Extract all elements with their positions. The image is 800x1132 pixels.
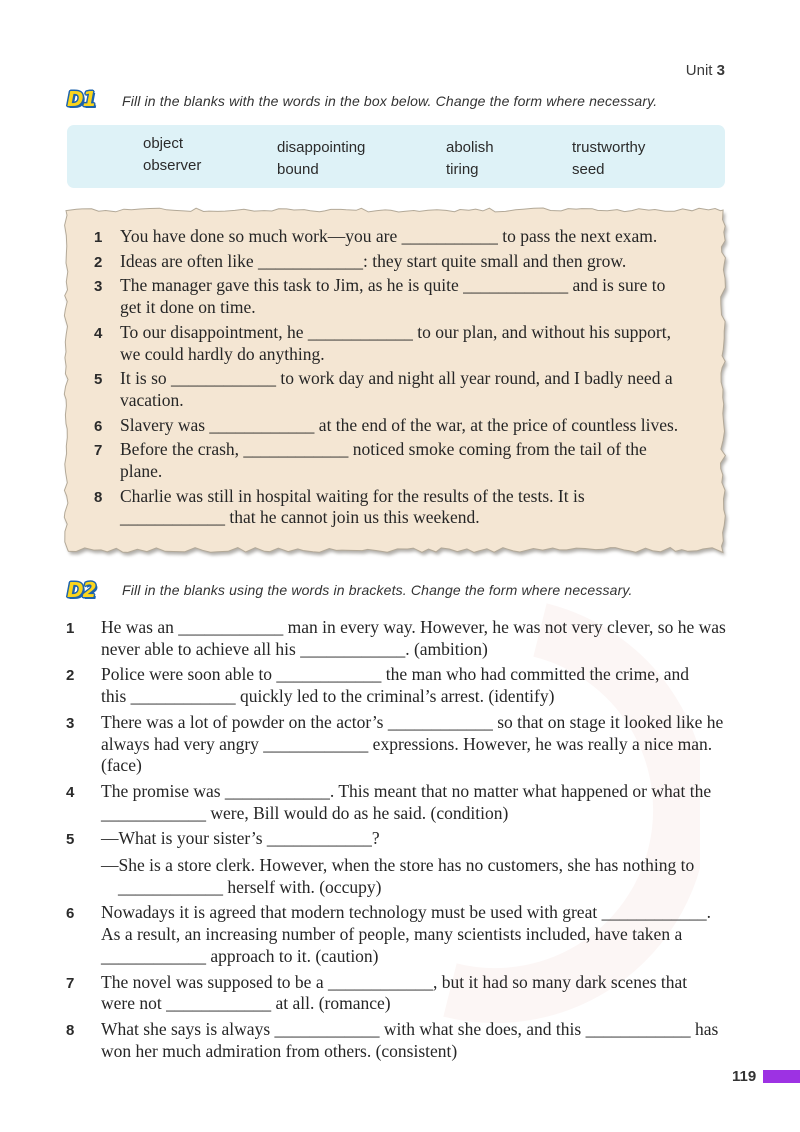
- item-line: Ideas are often like ____________: they start quite small and then grow.: [120, 250, 627, 271]
- item-line: Police were soon able to ____________ the man who had committed the crime, and: [101, 664, 690, 685]
- item-line: Nowadays it is agreed that modern technology must be used with great ____________.: [101, 902, 711, 923]
- exercise-item: [0, 972, 800, 1015]
- word-option: bound: [277, 161, 319, 178]
- exercise-item: [0, 251, 800, 273]
- item-number: 4: [66, 783, 75, 801]
- item-number: 2: [94, 253, 103, 271]
- dialogue-reply-line: ____________ herself with. (occupy): [118, 876, 382, 897]
- item-number: 5: [66, 831, 75, 849]
- dialogue-reply: [101, 855, 800, 898]
- exercise-item: [0, 439, 800, 482]
- item-number: 3: [66, 714, 75, 732]
- item-line: this ____________ quickly led to the criminal’s arrest. (identify): [101, 686, 555, 707]
- item-number: 2: [66, 667, 75, 685]
- d1-instruction: Fill in the blanks with the words in the box below. Change the form where necessary.: [122, 93, 658, 109]
- word-option: observer: [143, 157, 202, 174]
- item-line: always had very angry ____________ expressions. However, he was really a nice man.: [101, 733, 713, 754]
- exercise-item: [0, 664, 800, 707]
- word-option: trustworthy: [572, 139, 646, 156]
- item-line: It is so ____________ to work day and night all year round, and I badly need a: [120, 368, 673, 389]
- item-number: 6: [66, 905, 75, 923]
- word-column: [446, 137, 494, 181]
- exercise-item: [0, 1019, 800, 1062]
- item-line: won her much admiration from others. (consistent): [101, 1040, 458, 1061]
- exercise-item: [0, 226, 800, 248]
- item-number: 7: [66, 974, 75, 992]
- d2-exercise-list: [0, 617, 800, 1062]
- word-option: tiring: [446, 161, 479, 178]
- word-column: [572, 137, 645, 181]
- word-column: [143, 133, 201, 177]
- dialogue-question-line: —What is your sister’s ____________?: [101, 828, 380, 849]
- item-line: ____________ were, Bill would do as he said. (condition): [101, 802, 509, 823]
- item-line: ____________ that he cannot join us this weekend.: [120, 507, 480, 528]
- item-line: The manager gave this task to Jim, as he is quite ____________ and is sure to: [120, 275, 666, 296]
- item-number: 3: [94, 278, 103, 296]
- item-number: 1: [94, 229, 103, 246]
- word-column: [277, 137, 365, 181]
- d2-instruction: Fill in the blanks using the words in brackets. Change the form where necessary.: [122, 582, 633, 598]
- unit-label-text: Unit: [685, 62, 713, 79]
- item-number: 5: [94, 371, 103, 389]
- exercise-item: [0, 712, 800, 777]
- exercise-item: [0, 486, 800, 529]
- word-option: abolish: [446, 139, 494, 156]
- item-line: plane.: [120, 461, 163, 482]
- item-line: The promise was ____________. This meant that no matter what happened or what the: [101, 780, 712, 801]
- item-line: get it done on time.: [120, 297, 256, 318]
- item-line: Slavery was ____________ at the end of the war, at the price of countless lives.: [120, 414, 679, 435]
- item-line: You have done so much work—you are ___________ to pass the next exam.: [120, 226, 658, 246]
- item-line: What she says is always ____________ with what she does, and this ____________ has: [101, 1018, 719, 1039]
- item-line: were not ____________ at all. (romance): [101, 993, 391, 1014]
- exercise-item: [0, 781, 800, 824]
- word-option: disappointing: [277, 139, 366, 156]
- item-number: 8: [94, 488, 103, 506]
- item-number: 6: [94, 417, 103, 435]
- item-line: never able to achieve all his ____________. (ambition): [101, 638, 488, 659]
- item-line: To our disappointment, he ____________ to our plan, and without his support,: [120, 321, 671, 342]
- item-line: (face): [101, 755, 142, 776]
- exercise-item: [0, 828, 800, 898]
- exercise-item: [0, 275, 800, 318]
- item-number: 1: [66, 620, 75, 637]
- item-number: 4: [94, 324, 103, 342]
- word-option: object: [143, 135, 184, 152]
- item-line: ____________ approach to it. (caution): [101, 945, 379, 966]
- word-option: seed: [572, 161, 605, 178]
- page-number: 119: [732, 1068, 757, 1085]
- item-number: 8: [66, 1021, 75, 1039]
- exercise-item: [0, 322, 800, 365]
- exercise-item: [0, 902, 800, 967]
- item-line: Charlie was still in hospital waiting for the results of the tests. It is: [120, 485, 585, 506]
- exercise-item: [0, 368, 800, 411]
- word-box: [67, 125, 725, 188]
- item-line: we could hardly do anything.: [120, 343, 325, 364]
- exercise-item: [0, 415, 800, 437]
- item-line: The novel was supposed to be a ____________, but it had so many dark scenes that: [101, 971, 688, 992]
- item-line: There was a lot of powder on the actor’s ____________ so that on stage it looked like he: [101, 711, 724, 732]
- item-line: vacation.: [120, 389, 184, 410]
- unit-label: [686, 62, 725, 80]
- item-number: 7: [94, 442, 103, 460]
- page-edge-tab: [763, 1070, 800, 1083]
- d1-exercise-list: [0, 226, 800, 529]
- item-line: He was an ____________ man in every way. However, he was not very clever, so he was: [101, 617, 726, 637]
- item-line: Before the crash, ____________ noticed smoke coming from the tail of the: [120, 439, 647, 460]
- unit-number: 3: [716, 62, 725, 79]
- section-badge-d2: D2: [67, 578, 96, 602]
- section-badge-d1: D1: [67, 87, 96, 111]
- exercise-item: [0, 617, 800, 660]
- dialogue-reply-line: —She is a store clerk. However, when the store has no customers, she has nothing to: [101, 855, 695, 876]
- item-line: As a result, an increasing number of people, many scientists included, have taken a: [101, 924, 683, 945]
